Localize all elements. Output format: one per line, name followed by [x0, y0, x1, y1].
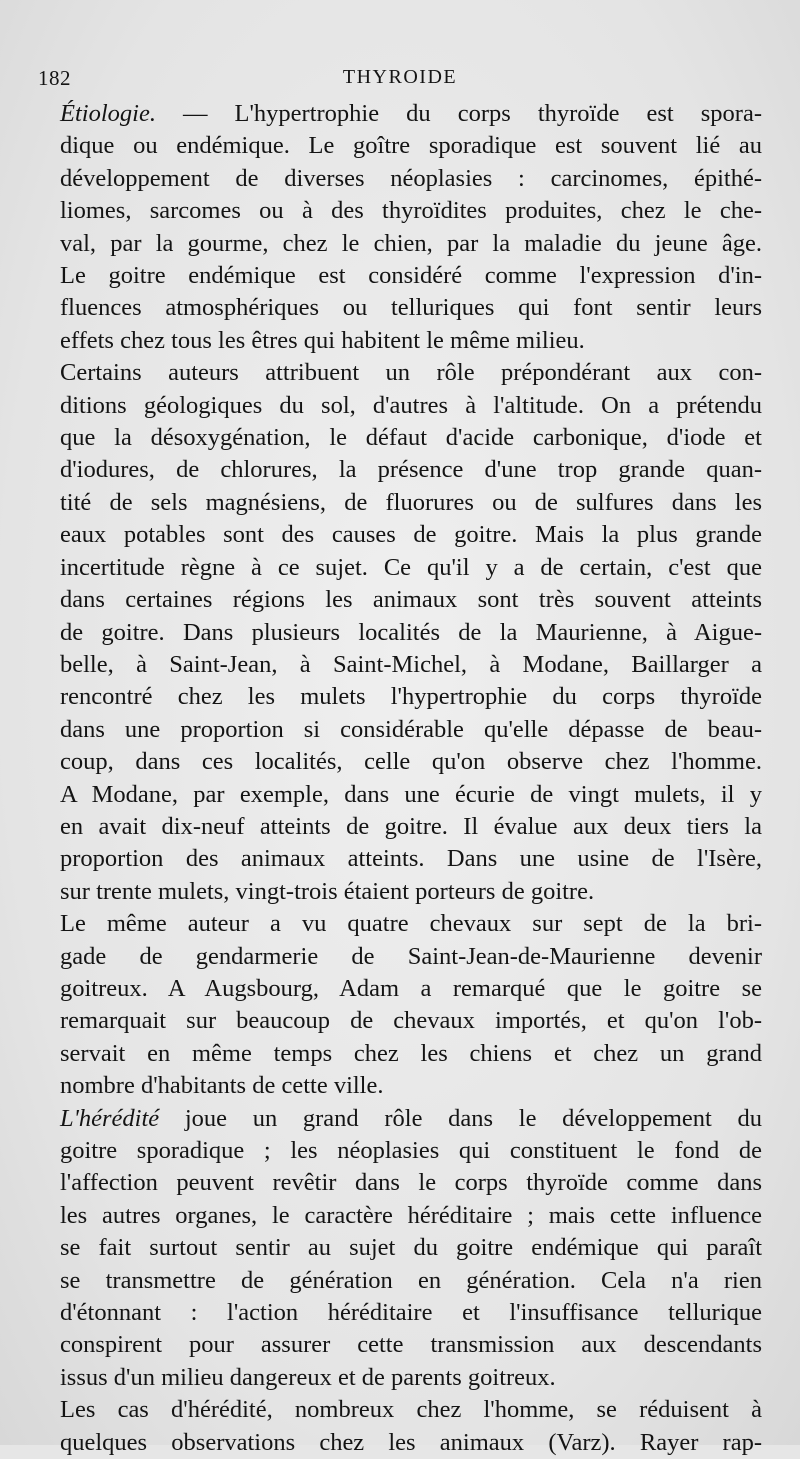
- text-line: quelques observations chez les animaux (Varz). Rayer rap-: [60, 1428, 762, 1456]
- paragraph-meme-auteur: [38, 908, 762, 1102]
- text-line: d'iodures, de chlorures, la présence d'une trop grande quan-: [60, 456, 762, 484]
- body-text: [38, 98, 762, 1459]
- text-line: Le goitre endémique est considéré comme l'expression d'in-: [60, 262, 762, 290]
- text-line: dans une proportion si considérable qu'elle dépasse de beau-: [60, 715, 762, 743]
- text-line: eaux potables sont des causes de goitre. Mais la plus grande: [60, 521, 762, 549]
- text-line: issus d'un milieu dangereux et de parents goitreux.: [60, 1363, 556, 1391]
- paragraph-etiologie: [38, 98, 762, 260]
- text-line: se transmettre de génération en génération. Cela n'a rien: [60, 1266, 762, 1294]
- text-line: belle, à Saint-Jean, à Saint-Michel, à Modane, Baillarger a: [60, 650, 762, 678]
- text-line: rencontré chez les mulets l'hypertrophie du corps thyroïde: [60, 683, 762, 711]
- text-line: val, par la gourme, chez le chien, par la maladie du jeune âge.: [60, 229, 762, 257]
- text-line: A Modane, par exemple, dans une écurie de vingt mulets, il y: [60, 780, 762, 808]
- text-line: Les cas d'hérédité, nombreux chez l'homme, se réduisent à: [60, 1396, 762, 1424]
- text-line: en avait dix-neuf atteints de goitre. Il évalue aux deux tiers la: [60, 812, 762, 840]
- text-line: remarquait sur beaucoup de chevaux importés, et qu'on l'ob-: [60, 1007, 762, 1035]
- text-line: dique ou endémique. Le goître sporadique est souvent lié au: [60, 132, 762, 160]
- text-line: les autres organes, le caractère héréditaire ; mais cette influence: [60, 1201, 762, 1229]
- text-line: goitre sporadique ; les néoplasies qui constituent le fond de: [60, 1137, 762, 1164]
- paragraph-heredite: [38, 1103, 762, 1395]
- text-line: gade de gendarmerie de Saint-Jean-de-Maurienne devenir: [60, 942, 762, 970]
- text-line: dans certaines régions les animaux sont très souvent atteints: [60, 586, 762, 614]
- text-line: incertitude règne à ce sujet. Ce qu'il y a de certain, c'est que: [60, 553, 762, 581]
- paragraph-certains-auteurs: [38, 357, 762, 908]
- text-line: ditions géologiques du sol, d'autres à l'altitude. On a prétendu: [60, 391, 762, 419]
- text-line: coup, dans ces localités, celle qu'on observe chez l'homme.: [60, 748, 762, 776]
- paragraph-goitre-endemique: [38, 260, 762, 357]
- text-line: de goitre. Dans plusieurs localités de la Maurienne, à Aigue-: [60, 618, 762, 646]
- text-line: tité de sels magnésiens, de fluorures ou de sulfures dans les: [60, 488, 762, 516]
- section-heading: Étiologie.: [60, 100, 156, 127]
- text-line: L'hérédité joue un grand rôle dans le développement du: [60, 1104, 762, 1132]
- text-line: d'étonnant : l'action héréditaire et l'insuffisance tellurique: [60, 1299, 762, 1327]
- text-line: servait en même temps chez les chiens et chez un grand: [60, 1039, 762, 1067]
- section-heading: L'hérédité: [60, 1104, 160, 1132]
- text-line: goitreux. A Augsbourg, Adam a remarqué que le goitre se: [60, 974, 762, 1002]
- text-line: proportion des animaux atteints. Dans une usine de l'Isère,: [60, 845, 762, 873]
- text-line: que la désoxygénation, le défaut d'acide carbonique, d'iode et: [60, 424, 762, 452]
- text-line: Certains auteurs attribuent un rôle prépondérant aux con-: [60, 359, 762, 387]
- text-line: nombre d'habitants de cette ville.: [60, 1072, 384, 1100]
- running-title: THYROIDE: [342, 66, 458, 88]
- text-line: effets chez tous les êtres qui habitent le même milieu.: [60, 326, 585, 354]
- text-line: Le même auteur a vu quatre chevaux sur sept de la bri-: [60, 910, 762, 938]
- text-line: sur trente mulets, vingt-trois étaient porteurs de goitre.: [60, 877, 595, 905]
- text-line: fluences atmosphériques ou telluriques qui font sentir leurs: [60, 294, 762, 322]
- text-line: conspirent pour assurer cette transmission aux descendants: [60, 1331, 762, 1359]
- page-number: 182: [38, 66, 71, 90]
- text-line: se fait surtout sentir au sujet du goitre endémique qui paraît: [60, 1234, 762, 1262]
- running-head: [38, 58, 762, 98]
- paragraph-cas-heredite: [38, 1394, 762, 1459]
- text-line: Étiologie. — L'hypertrophie du corps thyroïde est spora-: [60, 100, 762, 127]
- text-line: développement de diverses néoplasies : carcinomes, épithé-: [60, 164, 762, 192]
- text-line: l'affection peuvent revêtir dans le corps thyroïde comme dans: [60, 1169, 762, 1197]
- text-line: liomes, sarcomes ou à des thyroïdites produites, chez le che-: [60, 197, 762, 225]
